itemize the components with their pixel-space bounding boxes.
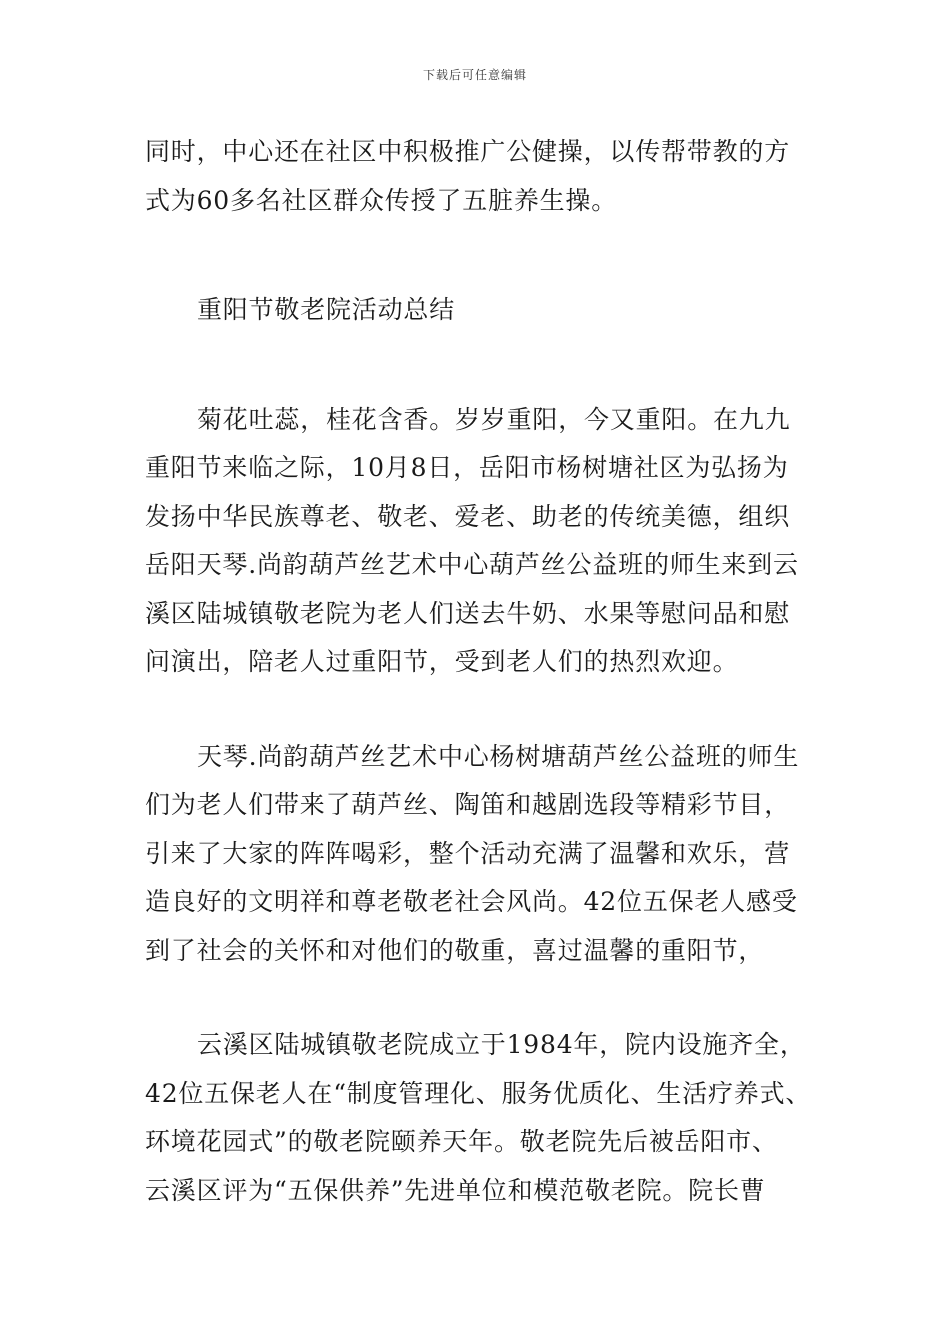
text-line: 问演出，陪老人过重阳节，受到老人们的热烈欢迎。 [145,647,739,676]
text-line: 引来了大家的阵阵喝彩，整个活动充满了温馨和欢乐，营 [145,838,791,868]
document-body [145,128,813,1215]
paragraph-performance [145,733,813,976]
text-line: 溪区陆城镇敬老院为老人们送去牛奶、水果等慰问品和慰 [145,598,791,628]
paragraph-chrysanthemum [145,396,813,687]
text-line: 重阳节来临之际，10月8日，岳阳市杨树塘社区为弘扬为 [145,453,789,482]
paragraph-intro [145,128,813,225]
paragraph-nursing-home [145,1021,813,1215]
text-line: 岳阳天琴.尚韵葫芦丝艺术中心葫芦丝公益班的师生来到云 [145,550,799,579]
text-line: 云溪区陆城镇敬老院成立于1984年，院内设施齐全， [197,1030,806,1059]
text-line: 菊花吐蕊，桂花含香。岁岁重阳，今又重阳。在九九 [197,404,791,434]
text-line: 造良好的文明祥和尊老敬老社会风尚。42位五保老人感受 [145,887,798,916]
text-line: 天琴.尚韵葫芦丝艺术中心杨树塘葫芦丝公益班的师生 [197,741,800,771]
page-header-note: 下载后可任意编辑 [422,68,527,82]
text-line: 同时，中心还在社区中积极推广公健操，以传帮带教的方 [145,137,791,166]
text-line: 到了社会的关怀和对他们的敬重，喜过温馨的重阳节， [145,935,765,965]
section-title [145,286,813,335]
section-title-text: 重阳节敬老院活动总结 [197,295,456,324]
text-line: 云溪区评为“五保供养”先进单位和模范敬老院。院长曹 [145,1175,766,1205]
text-line: 式为60多名社区群众传授了五脏养生操。 [145,185,618,215]
text-line: 发扬中华民族尊老、敬老、爱老、助老的传统美德，组织 [145,501,791,531]
text-line: 环境花园式”的敬老院颐养天年。敬老院先后被岳阳市、 [145,1127,778,1156]
text-line: 42位五保老人在“制度管理化、服务优质化、生活疗养式、 [145,1078,812,1108]
text-line: 们为老人们带来了葫芦丝、陶笛和越剧选段等精彩节目， [145,790,791,819]
